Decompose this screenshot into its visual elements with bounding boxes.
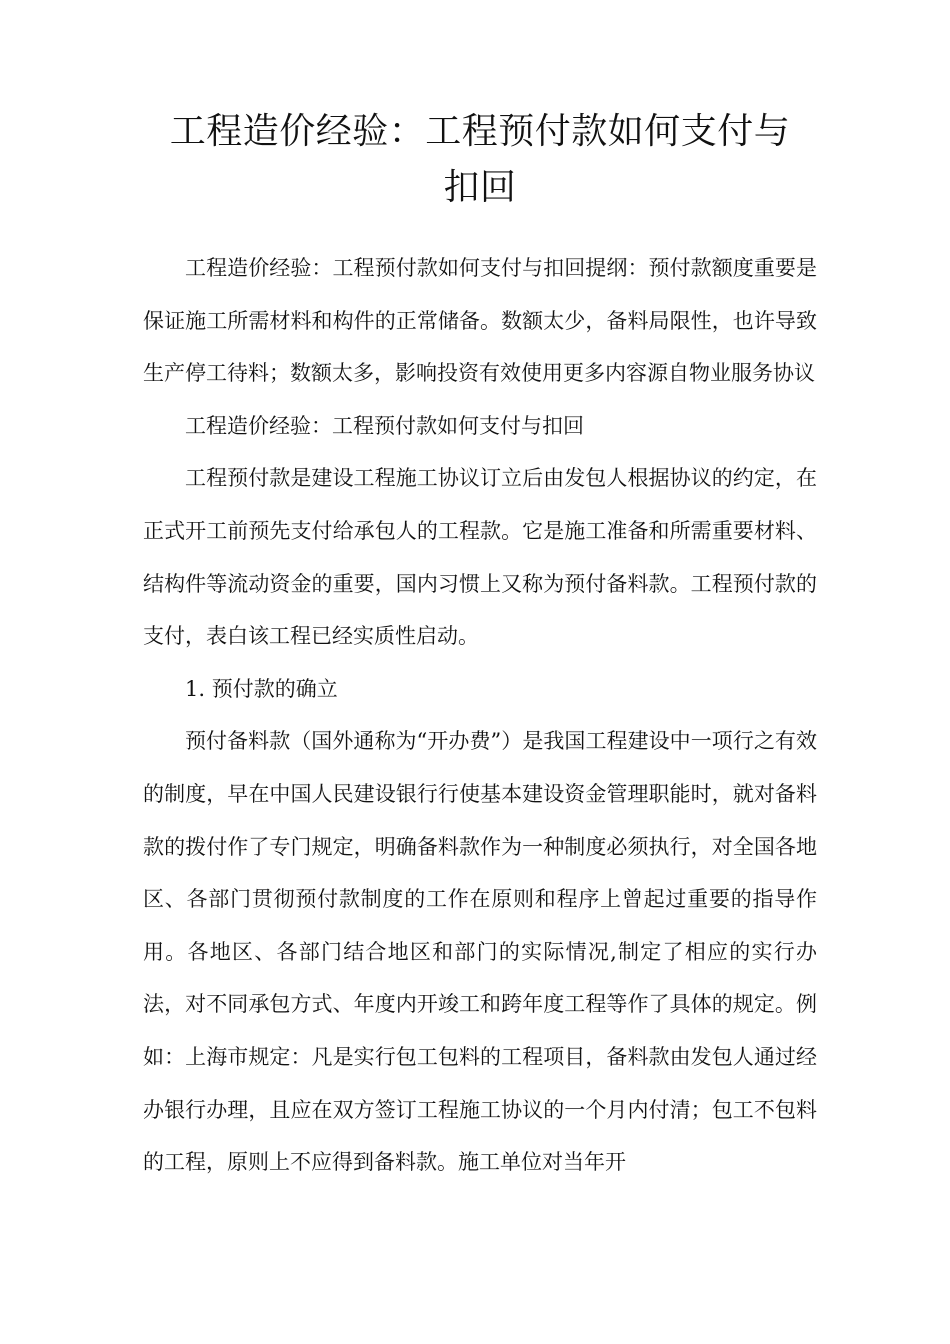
numbered-heading: 1. 预付款的确立 <box>185 676 338 701</box>
abstract-paragraph: 工程造价经验：工程预付款如何支付与扣回提纲：预付款额度重要是保证施工所需材料和构件的正常储备。数额太少，备料局限性，也许导致生产停工待料；数额太多，影响投资有效使用更多内容源自物业服务协议 <box>143 256 817 386</box>
body-paragraph: 工程预付款是建设工程施工协议订立后由发包人根据协议的约定，在正式开工前预先支付给承包人的工程款。它是施工准备和所需重要材料、结构件等流动资金的重要，国内习惯上又称为预付备料款。工程预付款的支付，表白该工程已经实质性启动。 <box>143 466 817 649</box>
document-title: 工程造价经验：工程预付款如何支付与扣回 <box>169 111 791 208</box>
section-heading: 工程造价经验：工程预付款如何支付与扣回 <box>185 413 584 438</box>
body-paragraph: 预付备料款（国外通称为“开办费”）是我国工程建设中一项行之有效的制度，早在中国人民建设银行行使基本建设资金管理职能时，就对备料款的拨付作了专门规定，明确备料款作为一种制度必须执行，对全国各地区、各部门贯彻预付款制度的工作在原则和程序上曾起过重要的指导作用。各地区、各部门结合地区和部门的实际情况,制定了相应的实行办法，对不同承包方式、年度内开竣工和跨年度工程等作了具体的规定。例如：上海市规定：凡是实行包工包料的工程项目，备料款由发包人通过经办银行办理，且应在双方签订工程施工协议的一个月内付清；包工不包料的工程，原则上不应得到备料款。施工单位对当年开 <box>143 729 817 1175</box>
